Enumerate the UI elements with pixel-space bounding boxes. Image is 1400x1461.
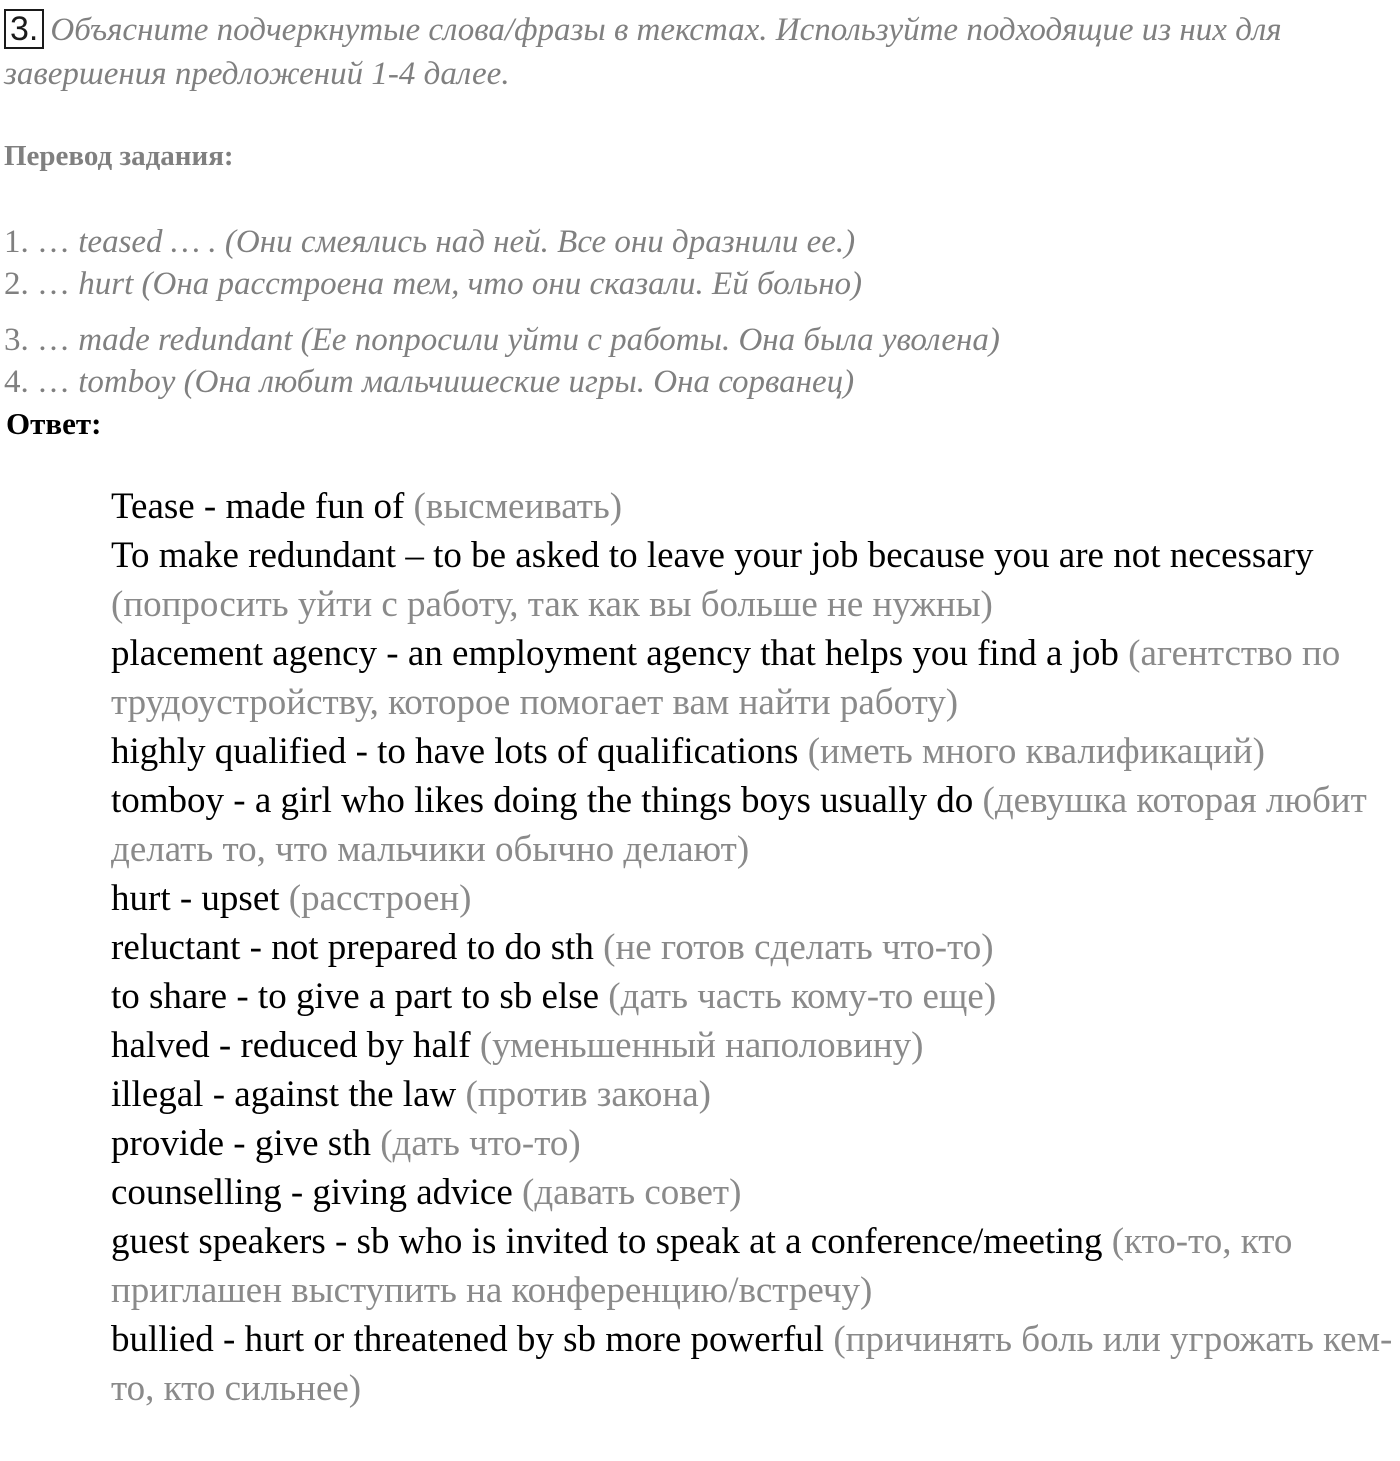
answer-translation: (агентство по трудоустройству, которое помогает вам найти работу) [111, 633, 1341, 723]
answer-translation: (иметь много квалификаций) [807, 731, 1265, 772]
answer-entry [111, 629, 1396, 727]
answer-translation: (дать часть кому-то еще) [608, 976, 997, 1017]
answer-definition: hurt - upset [111, 878, 289, 919]
task-number-box: 3. [4, 9, 44, 49]
answer-definition: to share - to give a part to sb else [111, 976, 609, 1017]
translation-list [4, 221, 1394, 403]
answer-definition: provide - give sth [111, 1123, 381, 1164]
answer-entry [111, 531, 1396, 629]
translation-item-text: hurt (Она расстроена тем, что они сказали. Ей больно) [70, 266, 863, 302]
answer-definition: guest speakers - sb who is invited to speak at a conference/meeting [111, 1221, 1112, 1262]
answer-entry [111, 1217, 1396, 1315]
answer-entry [111, 1168, 1396, 1217]
task-instruction: Объясните подчеркнутые слова/фразы в текстах. Используйте подходящие из них для завершения предложений 1-4 далее. [4, 12, 1282, 92]
answer-entry [111, 874, 1396, 923]
answer-entry [111, 1070, 1396, 1119]
translation-item-number: 4. … [4, 364, 70, 400]
answer-translation: (расстроен) [288, 878, 472, 919]
answer-list [111, 482, 1396, 1413]
answer-definition: counselling - giving advice [111, 1172, 523, 1213]
answer-translation: (девушка которая любит делать то, что мальчики обычно делают) [111, 780, 1367, 870]
translation-item-number: 2. … [4, 266, 70, 302]
answer-translation: (кто-то, кто приглашен выступить на конференцию/встречу) [111, 1221, 1293, 1311]
answer-translation: (дать что-то) [380, 1123, 581, 1164]
answer-entry [111, 972, 1396, 1021]
answer-translation: (высмеивать) [413, 486, 623, 527]
translation-item-text: teased … . (Они смеялись над ней. Все они дразнили ее.) [70, 224, 856, 260]
translation-item-text: made redundant (Ее попросили уйти с работы. Она была уволена) [70, 322, 1000, 358]
answer-entry [111, 1021, 1396, 1070]
translation-item-number: 3. … [4, 322, 70, 358]
answer-entry [111, 1315, 1396, 1413]
answer-entry [111, 1119, 1396, 1168]
answer-definition: reluctant - not prepared to do sth [111, 927, 604, 968]
answer-entry [111, 482, 1396, 531]
answer-translation: (не готов сделать что-то) [603, 927, 994, 968]
translation-item [4, 263, 1394, 305]
answer-translation: (уменьшенный наполовину) [479, 1025, 924, 1066]
answer-definition: placement agency - an employment agency that helps you find a job [111, 633, 1129, 674]
answer-entry [111, 727, 1396, 776]
answer-entry [111, 923, 1396, 972]
translation-item [4, 221, 1394, 263]
answer-translation: (причинять боль или угрожать кем-то, кто сильнее) [111, 1319, 1393, 1409]
answer-translation: (против закона) [465, 1074, 711, 1115]
answer-translation: (попросить уйти с работу, так как вы больше не нужны) [111, 584, 993, 625]
translation-item-text: tomboy (Она любит мальчишеские игры. Она сорванец) [70, 364, 855, 400]
task-header [4, 8, 1394, 96]
answer-definition: highly qualified - to have lots of qualifications [111, 731, 808, 772]
translation-item [4, 361, 1394, 403]
answer-definition: tomboy - a girl who likes doing the things boys usually do [111, 780, 983, 821]
answer-title: Ответ: [6, 406, 102, 441]
translation-title: Перевод задания: [4, 140, 234, 172]
translation-item-number: 1. … [4, 224, 70, 260]
translation-item [4, 319, 1394, 361]
answer-definition: halved - reduced by half [111, 1025, 480, 1066]
answer-translation: (давать совет) [522, 1172, 742, 1213]
answer-entry [111, 776, 1396, 874]
answer-definition: Tease - made fun of [111, 486, 414, 527]
answer-definition: bullied - hurt or threatened by sb more powerful [111, 1319, 834, 1360]
answer-definition: To make redundant – to be asked to leave your job because you are not necessary [111, 535, 1314, 576]
answer-definition: illegal - against the law [111, 1074, 466, 1115]
